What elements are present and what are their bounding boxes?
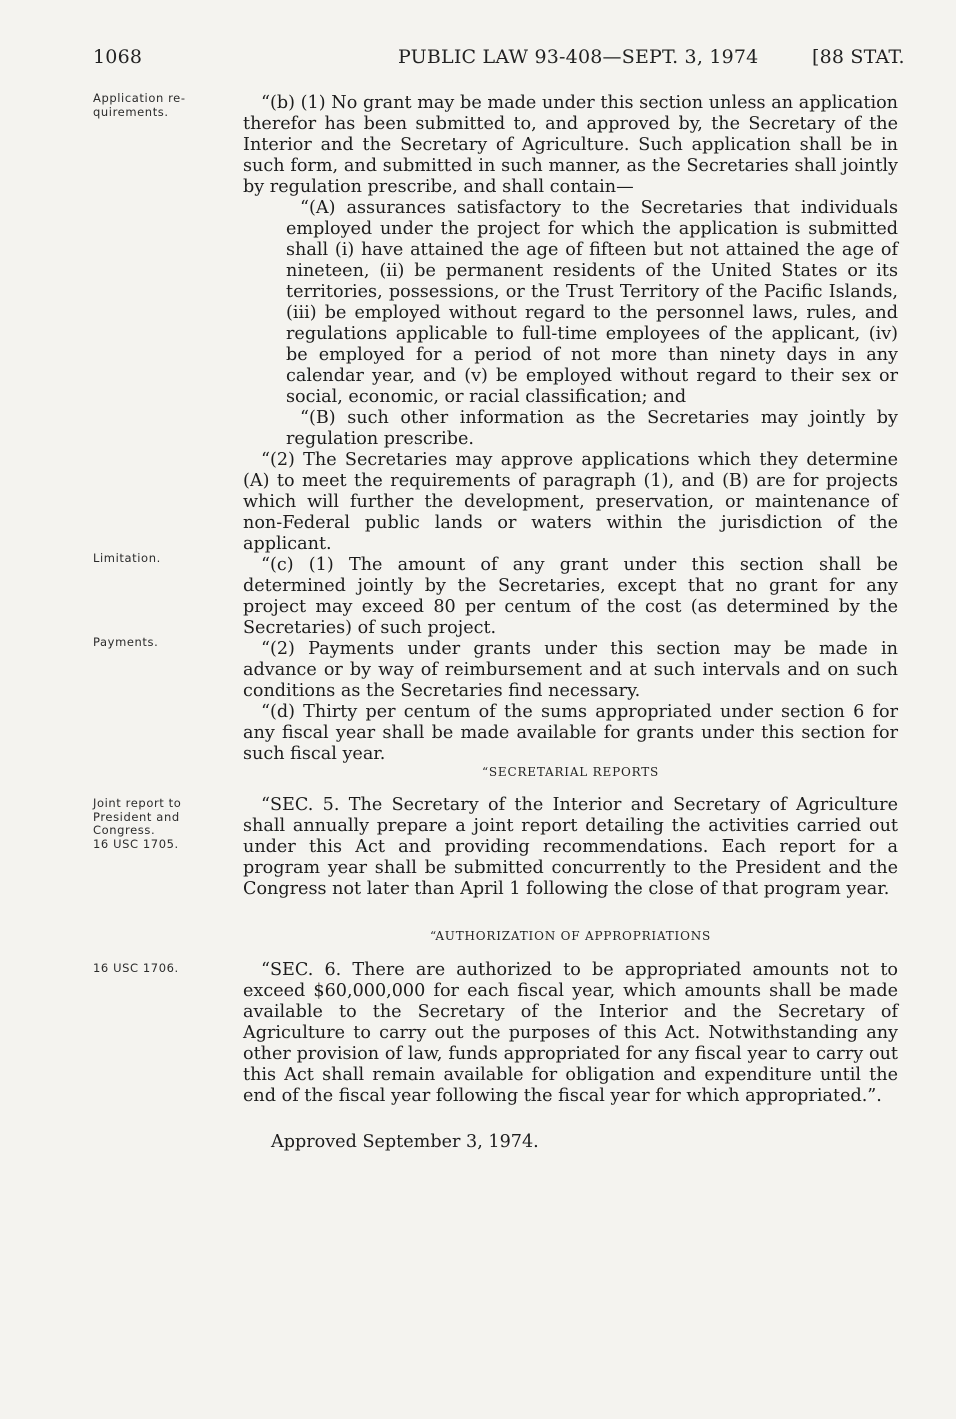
margin-note-joint-report: Joint report to President and Congress. 16 USC 1705. (93, 796, 182, 851)
paragraph-d: “(d) Thirty per centum of the sums appropriated under section 6 for any fiscal year shall be made available for grants under this section for such fiscal year. (243, 702, 898, 764)
section-b-c-d-text (243, 93, 898, 765)
paragraph-b1: “(b) (1) No grant may be made under this section unless an application therefor has been submitted to, and approved by, the Secretary of the Interior and the Secretary of Agriculture. Such application shall be in such form, and submitted in such manner, as the Secretaries shall jointly by regulation prescribe, and shall contain— (243, 93, 898, 197)
clause-b: “(B) such other information as the Secretaries may jointly by regulation prescribe. (286, 408, 898, 449)
approved-date: Approved September 3, 1974. (271, 1132, 539, 1152)
paragraph-b2: “(2) The Secretaries may approve applications which they determine (A) to meet the requirements of paragraph (1), and (B) are for projects which will further the development, preservation, or maintenance of non-Federal public lands or waters within the jurisdiction of the applicant. (243, 450, 898, 554)
section-6: “SEC. 6. There are authorized to be appropriated amounts not to exceed $60,000,000 for each fiscal year, which amounts shall be made available to the Secretary of the Interior and the Secretary of Agriculture to carry out the purposes of this Act. Notwithstanding any other provision of law, funds appropriated for any fiscal year to carry out this Act shall remain available for obligation and expenditure until the end of the fiscal year following the fiscal year for which appropriated.”. (243, 960, 898, 1106)
section-6-text (243, 960, 898, 1107)
heading-authorization: “AUTHORIZATION OF APPROPRIATIONS (429, 929, 712, 943)
paragraph-c2: “(2) Payments under grants under this section may be made in advance or by way of reimbursement and at such intervals and on such conditions as the Secretaries find necessary. (243, 639, 898, 701)
margin-note-usc-1706: 16 USC 1706. (93, 961, 179, 975)
approval-line (243, 1132, 898, 1152)
running-title: PUBLIC LAW 93-408—SEPT. 3, 1974 (398, 46, 759, 68)
clause-a: “(A) assurances satisfactory to the Secretaries that individuals employed under the project for which the application is submitted shall (i) have attained the age of fifteen but not attained the age of nineteen, (ii) be permanent residents of the United States or its territories, possessions, or the Trust Territory of the Pacific Islands, (iii) be employed without regard to the personnel laws, rules, and regulations applicable to full-time employees of the applicant, (iv) be employed for a period of not more than ninety days in any calendar year, and (v) be employed without regard to their sex or social, economic, or racial classification; and (286, 198, 898, 407)
margin-note-payments: Payments. (93, 635, 159, 649)
margin-note-limitation: Limitation. (93, 551, 161, 565)
margin-note-application: Application re- quirements. (93, 91, 186, 119)
page-number: 1068 (93, 46, 143, 68)
paragraph-c1: “(c) (1) The amount of any grant under this section shall be determined jointly by the Secretaries, except that no grant for any project may exceed 80 per centum of the cost (as determined by the Secretaries) of such project. (243, 555, 898, 638)
section-5-text (243, 795, 898, 900)
section-5: “SEC. 5. The Secretary of the Interior and Secretary of Agriculture shall annually prepare a joint report detailing the activities carried out under this Act and providing recommendations. Each report for a program year shall be submitted concurrently to the President and the Congress not later than April 1 following the close of that program year. (243, 795, 898, 899)
heading-secretarial-reports: “SECRETARIAL REPORTS (481, 765, 660, 779)
statute-volume: [88 STAT. (812, 46, 905, 68)
